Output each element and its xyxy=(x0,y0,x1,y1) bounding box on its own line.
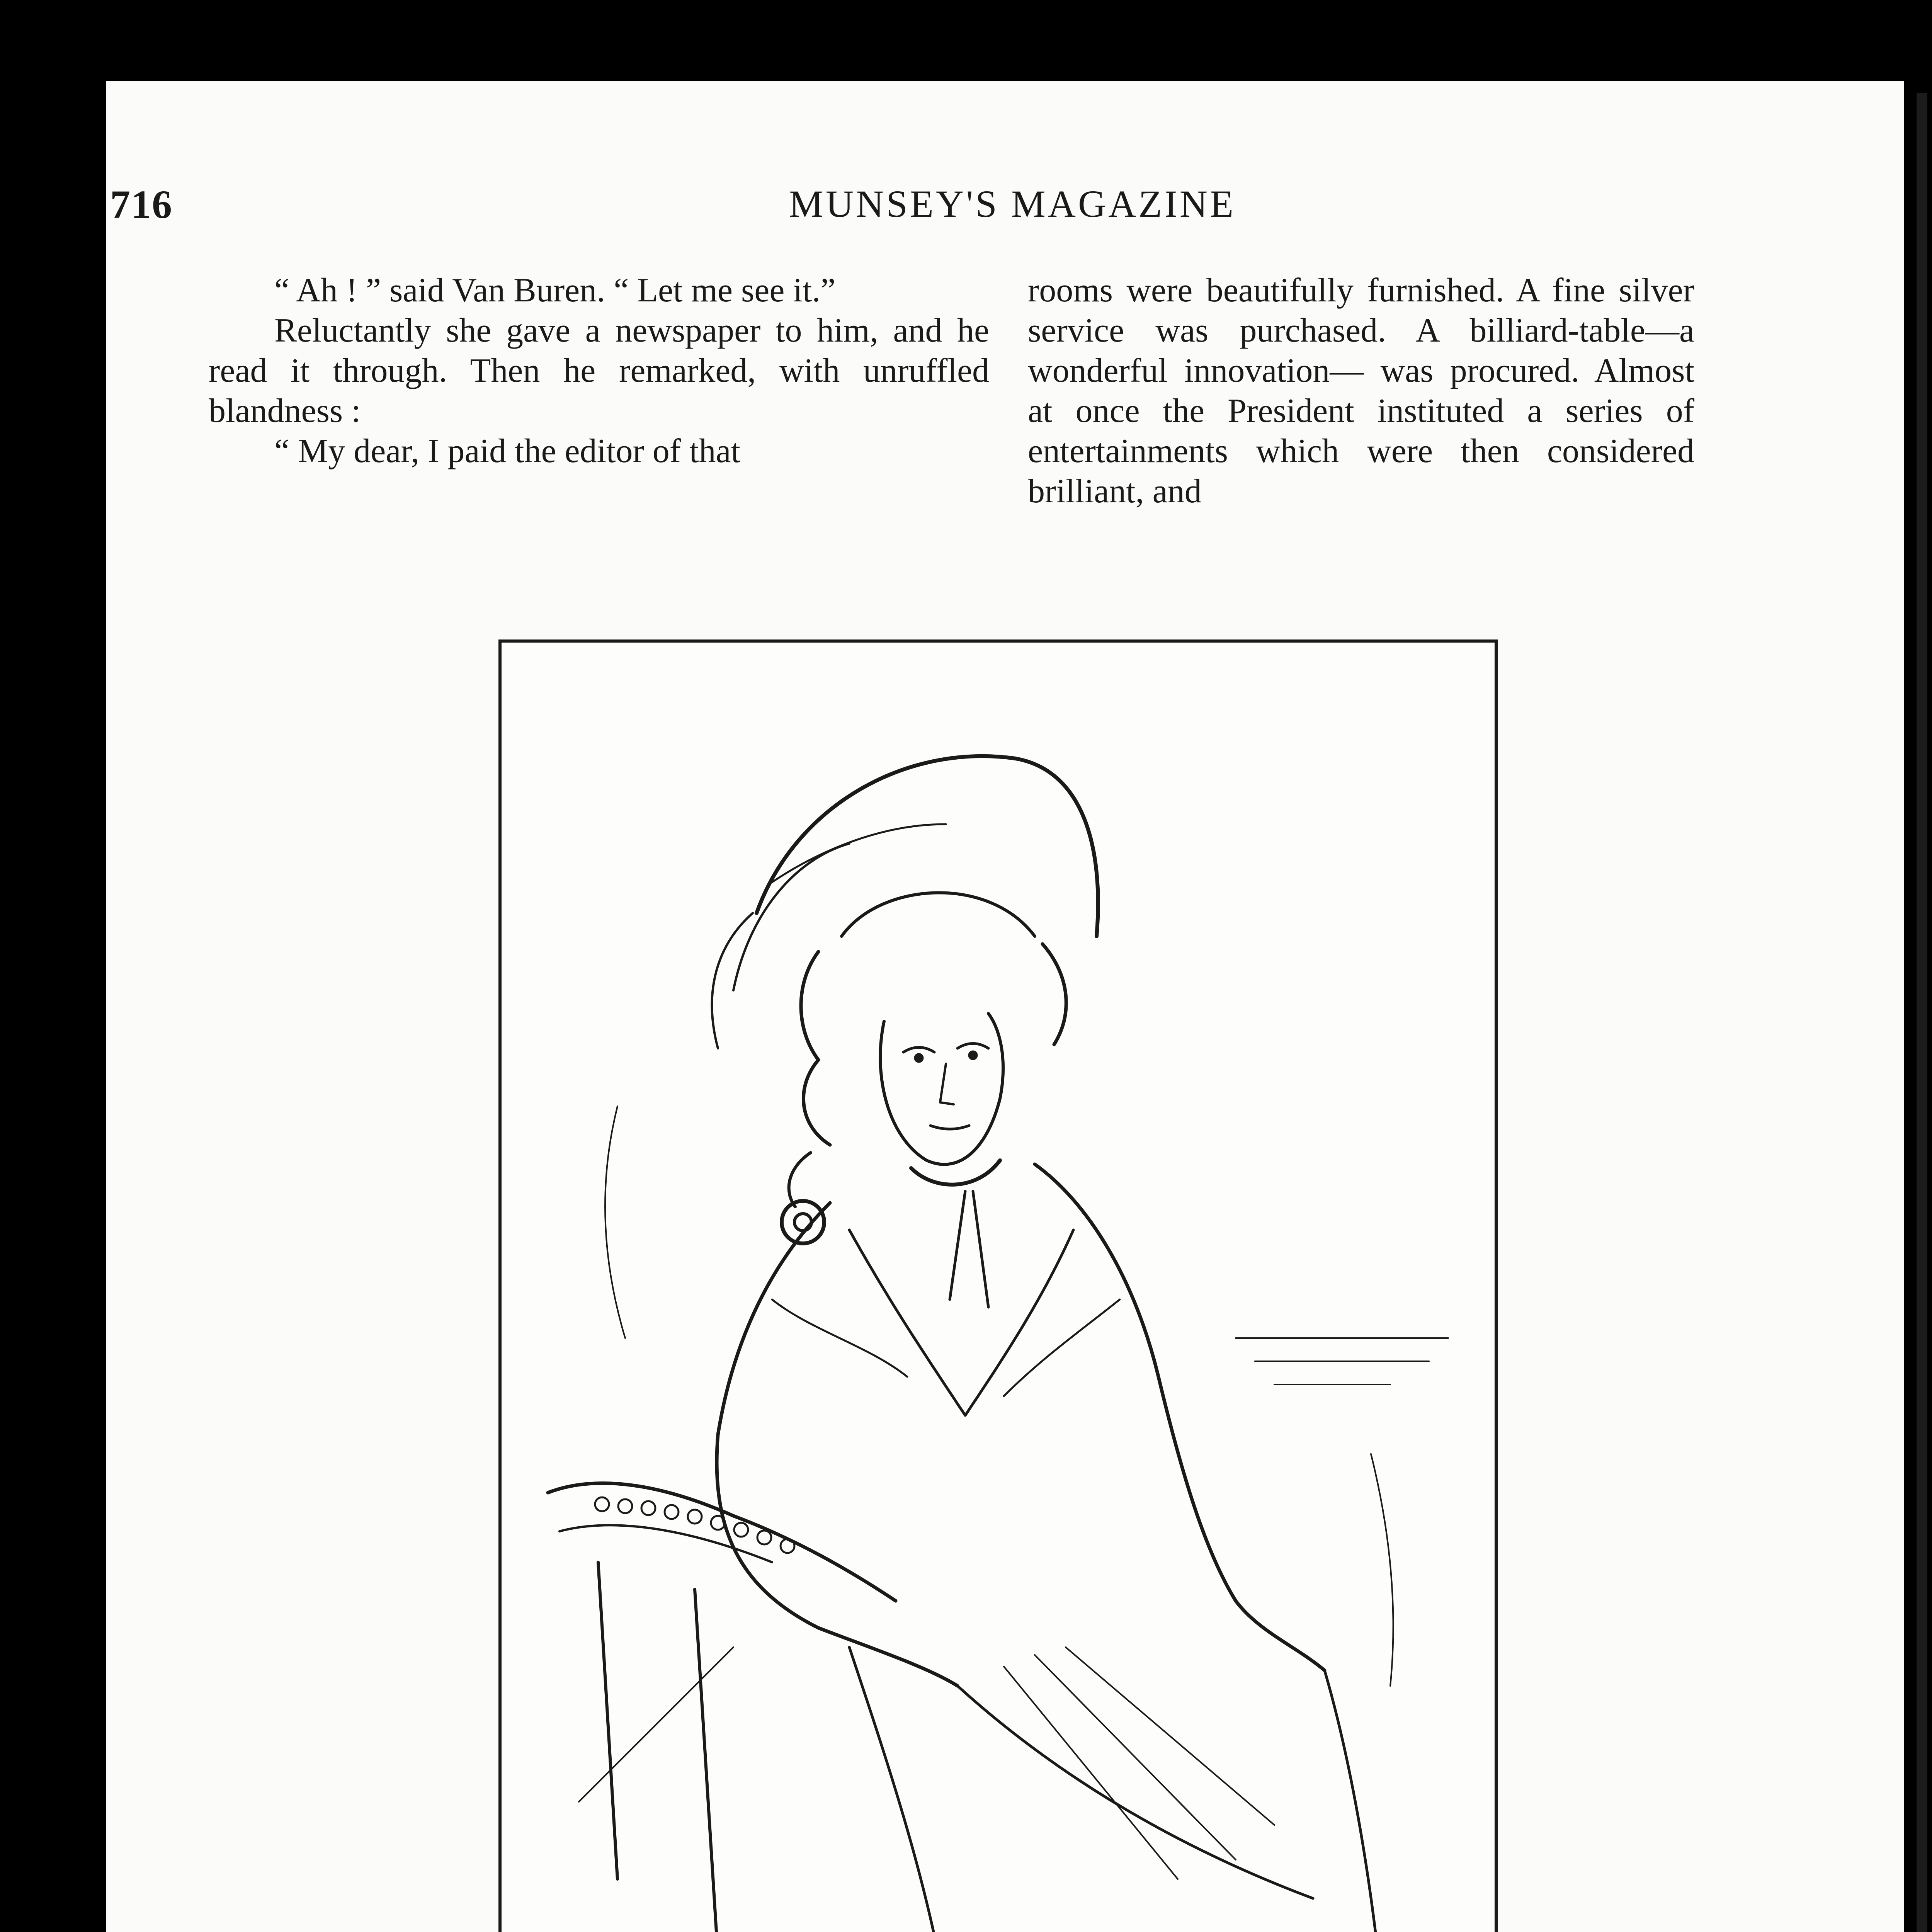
top-right-column xyxy=(1028,270,1694,512)
portrait-illustration xyxy=(498,639,1498,1932)
paragraph: rooms were beautifully furnished. A fine silver service was purchased. A billiard-table—a wonderful innovation— was procured. Almost at once the President instituted a series of entertainments which were then considered brilliant, and xyxy=(1028,272,1694,510)
running-title: MUNSEY'S MAGAZINE xyxy=(789,182,1236,225)
paragraph: “ My dear, I paid the editor of that xyxy=(274,432,741,470)
top-left-column xyxy=(209,270,989,471)
portrait-drawing xyxy=(502,643,1495,1932)
adjacent-page-edge xyxy=(1917,93,1927,1932)
paragraph: Reluctantly she gave a newspaper to him, and he read it through. Then he remarked, with unruffled blandness : xyxy=(209,312,989,430)
page-number: 716 xyxy=(110,182,173,227)
paragraph: “ Ah ! ” said Van Buren. “ Let me see it.” xyxy=(274,272,836,309)
